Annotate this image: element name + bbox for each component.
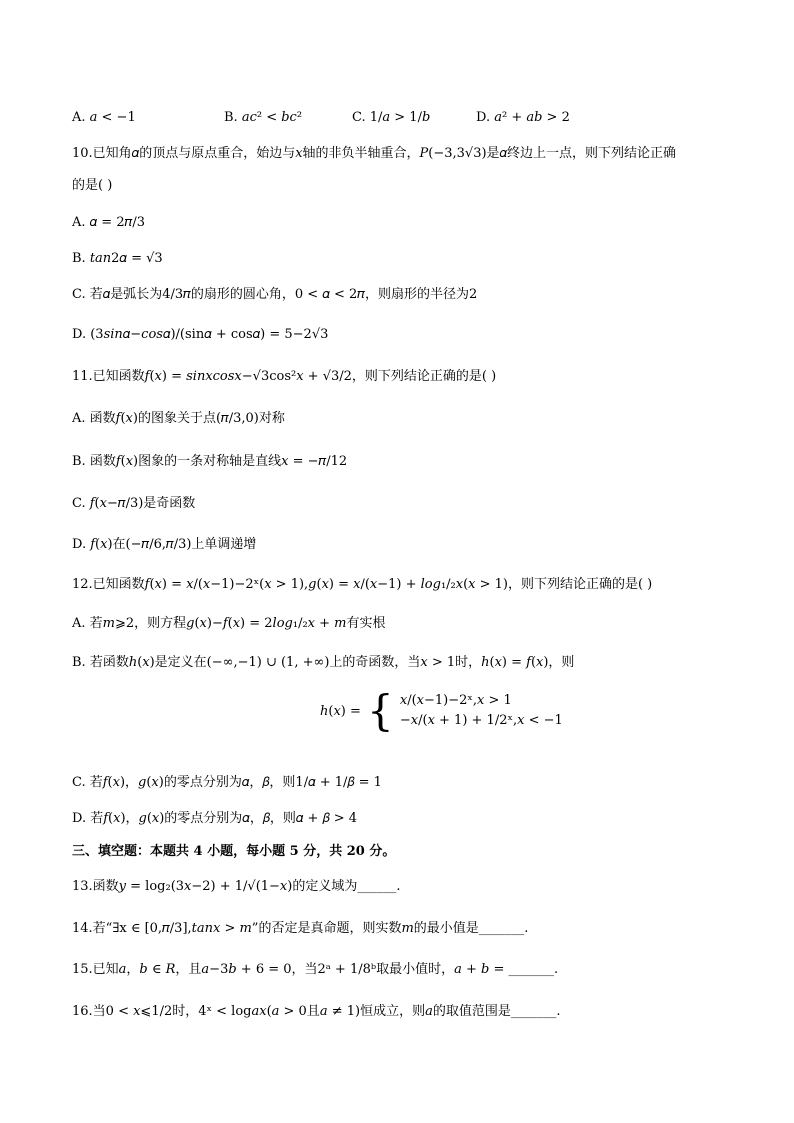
q13-text: 13.函数𝑦 = log₂(3𝑥−2) + 1/√(1−𝑥)的定义域为______. <box>72 879 401 894</box>
q10-option-d: D. (3𝑠𝑖𝑛𝛼−𝑐𝑜𝑠𝛼)/(sin𝛼 + cos𝛼) = 5−2√3 <box>72 327 329 342</box>
q11-stem: 11.已知函数𝑓(𝑥) = 𝑠𝑖𝑛𝑥𝑐𝑜𝑠𝑥−√3cos²𝑥 + √3/2，则下列结论正确的是( ) <box>72 369 497 384</box>
q12-option-a: A. 若𝑚⩾2，则方程𝑔(𝑥)−𝑓(𝑥) = 2𝑙𝑜𝑔₁/₂𝑥 + 𝑚有实根 <box>72 616 386 631</box>
q9-option-d: D. 𝑎² + 𝑎𝑏 > 2 <box>476 110 570 125</box>
piecewise-lhs: ℎ(𝑥) = <box>320 703 361 719</box>
q11-option-c: C. 𝑓(𝑥−𝜋/3)是奇函数 <box>72 496 196 511</box>
section-3-heading: 三、填空题：本题共 4 小题，每小题 5 分，共 20 分。 <box>72 844 396 859</box>
q10-stem-line1: 10.已知角𝛼的顶点与原点重合，始边与𝑥轴的非负半轴重合，𝑃(−3,3√3)是𝛼终边上一点，则下列结论正确 <box>72 146 677 161</box>
piecewise-case-2: −𝑥/(𝑥 + 1) + 1/2ˣ,𝑥 < −1 <box>399 713 563 728</box>
q12-stem: 12.已知函数𝑓(𝑥) = 𝑥/(𝑥−1)−2ˣ(𝑥 > 1),𝑔(𝑥) = 𝑥/(𝑥−1) + 𝑙𝑜𝑔₁/₂𝑥(𝑥 > 1)，则下列结论正确的是( ) <box>72 577 653 592</box>
q9-option-a: A. 𝑎 < −1 <box>72 110 136 125</box>
q12-option-c: C. 若𝑓(𝑥)，𝑔(𝑥)的零点分别为𝛼，𝛽，则1/𝛼 + 1/𝛽 = 1 <box>72 775 382 790</box>
q14-text: 14.若“∃x ∈ [0,𝜋/3],𝑡𝑎𝑛𝑥 > 𝑚”的否定是真命题，则实数𝑚的最小值是_______. <box>72 921 529 936</box>
q10-option-a: A. 𝛼 = 2𝜋/3 <box>72 215 145 230</box>
piecewise-case-1: 𝑥/(𝑥−1)−2ˣ,𝑥 > 1 <box>399 693 512 708</box>
piecewise-cases <box>400 691 563 731</box>
q15-text: 15.已知𝑎，𝑏 ∈ 𝑅，且𝑎−3𝑏 + 6 = 0，当2ᵃ + 1/8ᵇ取最小值时，𝑎 + 𝑏 = _______. <box>72 962 559 977</box>
q11-option-d: D. 𝑓(𝑥)在(−𝜋/6,𝜋/3)上单调递增 <box>72 537 257 552</box>
q16-text: 16.当0 < 𝑥⩽1/2时，4ˣ < log𝑎𝑥(𝑎 > 0且𝑎 ≠ 1)恒成立，则𝑎的取值范围是_______. <box>72 1004 561 1019</box>
q9-option-b: B. 𝑎𝑐² < 𝑏𝑐² <box>224 110 303 125</box>
q9-option-c: C. 1/𝑎 > 1/𝑏 <box>352 110 431 125</box>
q12-option-d: D. 若𝑓(𝑥)，𝑔(𝑥)的零点分别为𝛼，𝛽，则𝛼 + 𝛽 > 4 <box>72 811 358 826</box>
q10-stem-line2: 的是( ) <box>72 178 113 193</box>
q11-option-b: B. 函数𝑓(𝑥)图象的一条对称轴是直线𝑥 = −𝜋/12 <box>72 454 348 469</box>
q10-option-c: C. 若𝛼是弧长为4/3𝜋的扇形的圆心角，0 < 𝛼 < 2𝜋，则扇形的半径为2 <box>72 287 478 302</box>
q10-option-b: B. 𝑡𝑎𝑛2𝛼 = √3 <box>72 251 163 266</box>
q12-option-b: B. 若函数ℎ(𝑥)是定义在(−∞,−1) ∪ (1, +∞)上的奇函数，当𝑥 > 1时，ℎ(𝑥) = 𝑓(𝑥)，则 <box>72 655 575 670</box>
left-brace-icon: { <box>367 686 394 735</box>
q11-option-a: A. 函数𝑓(𝑥)的图象关于点(𝜋/3,0)对称 <box>72 411 285 426</box>
q12-piecewise-formula <box>320 686 620 735</box>
